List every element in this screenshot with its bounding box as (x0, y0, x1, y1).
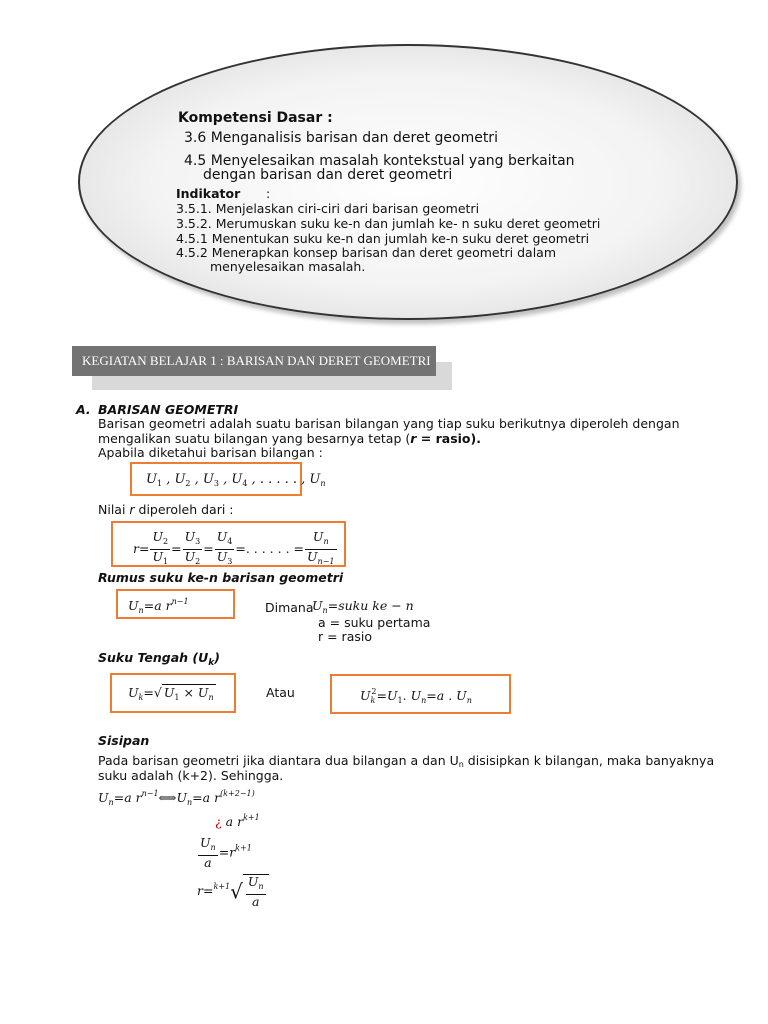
suku-tengah-alt-formula: $U_k^2=U_1$. $U_n=a$ . $U_n$ (360, 687, 472, 705)
kegiatan-banner: KEGIATAN BELAJAR 1 : BARISAN DAN DERET GEOMETRI (72, 346, 436, 376)
sequence-formula: $U_1$ , $U_2$ , $U_3$ , $U_4$ , . . . . . , $U_n$ (146, 472, 326, 488)
sequence-box (130, 462, 326, 496)
suku-tengah-box (110, 673, 236, 713)
apabila-line: Apabila diketahui barisan bilangan : (98, 445, 323, 460)
sisipan-line-1: Pada barisan geometri jika diantara dua bilangan a dan Un disisipkan k bilangan, maka banyaknya (98, 753, 715, 769)
kompetensi-item-2: 4.5 Menyelesaikan masalah kontekstual yang berkaitan (184, 153, 575, 169)
sisipan-heading: Sisipan (98, 733, 150, 748)
sisipan-formula-1: $U_n=a$ $r^{n-1}⟺U_n=a$ $r^{(k+2-1)}$ (98, 789, 255, 807)
indikator-item-2: 3.5.2. Merumuskan suku ke-n dan jumlah ke- n suku deret geometri (176, 216, 601, 231)
sisipan-formula-4: r=$^{k+1}$√ $\frac{U_n}{a}$ (197, 874, 269, 909)
ratio-formula: r= $\frac{U_2}{U_1}$ = $\frac{U_3}{U_2}$ = $\frac{U_4}{U_3}$ =. . . . . . = $\frac{U_n}{U_{n-1}}$ (133, 529, 335, 566)
definition-line-2: mengalikan suatu bilangan yang besarnya tetap (r = rasio). (98, 431, 481, 446)
r-definition: r = rasio (318, 629, 372, 644)
atau-label: Atau (266, 685, 295, 700)
indikator-item-3: 4.5.1 Menentukan suku ke-n dan jumlah ke-n suku deret geometri (176, 231, 590, 246)
section-a-label: A. (76, 402, 91, 417)
indikator-item-1: 3.5.1. Menjelaskan ciri-ciri dari barisan geometri (176, 201, 480, 216)
dimana-label: Dimana (265, 600, 314, 615)
indikator-colon: : (266, 186, 271, 201)
indikator-label: Indikator (176, 186, 241, 201)
sisipan-formula-3: $\frac{U_n}{a}$ $=r^{k+1}$ (200, 835, 252, 870)
un-formula: $U_n=a$ $r^{n-1}$ (128, 597, 189, 615)
kompetensi-item-1: 3.6 Menganalisis barisan dan deret geometri (184, 130, 498, 146)
suku-tengah-alt-box (330, 674, 511, 714)
section-a-title: BARISAN GEOMETRI (98, 402, 239, 417)
suku-tengah-formula: $U_k=√$ $U_1 \times U_n$ (128, 685, 214, 702)
sisipan-formula-2: ¿ a $r^{k+1}$ (215, 813, 260, 829)
un-formula-box (116, 589, 235, 619)
ratio-box (111, 521, 346, 567)
indikator-item-4-cont: menyelesaikan masalah. (210, 259, 366, 274)
kompetensi-item-2-cont: dengan barisan dan deret geometri (203, 167, 453, 183)
suku-tengah-heading: Suku Tengah $(U_k)$ (98, 650, 220, 668)
dimana-expr: $U_n=suku$ ke − n (312, 598, 414, 615)
definition-line-1: Barisan geometri adalah suatu barisan bilangan yang tiap suku berikutnya diperoleh dengan (98, 416, 680, 431)
indikator-item-4: 4.5.2 Menerapkan konsep barisan dan deret geometri dalam (176, 245, 556, 260)
a-definition: a = suku pertama (318, 615, 431, 630)
rumus-heading: Rumus suku ke-n barisan geometri (98, 570, 344, 585)
kompetensi-title: Kompetensi Dasar : (178, 110, 333, 126)
sisipan-line-2: suku adalah (k+2). Sehingga. (98, 768, 284, 783)
nilai-line: Nilai r diperoleh dari : (98, 502, 234, 517)
